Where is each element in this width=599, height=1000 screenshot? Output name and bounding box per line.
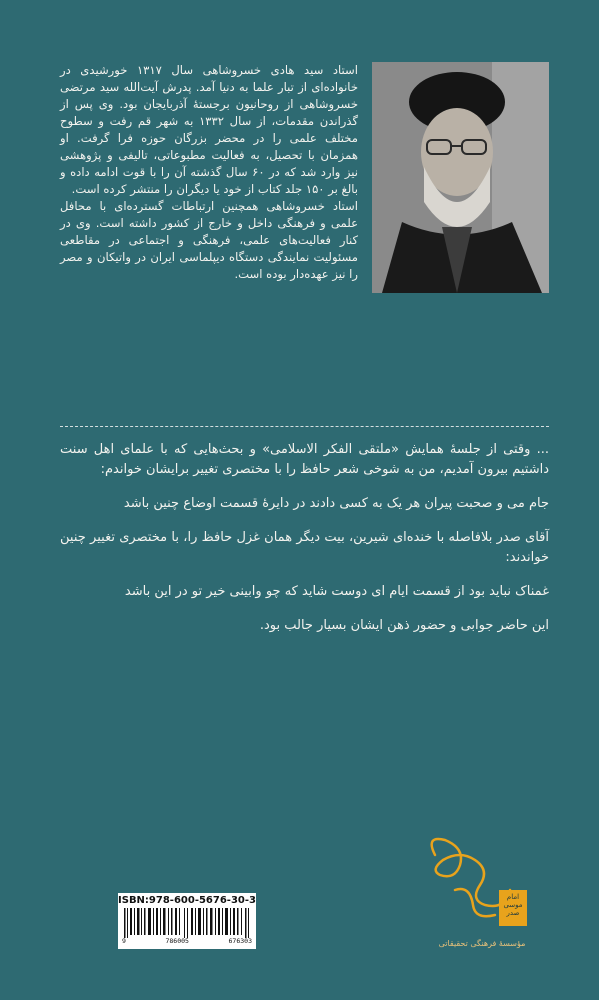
author-biography <box>60 62 358 283</box>
barcode-bars <box>124 908 250 938</box>
poem-verse: جام می و صحبت پیران هر یک به کسی دادند در دایرهٔ قسمت اوضاع چنین باشد <box>123 496 549 511</box>
publisher-mark: امام موسی صدر <box>499 890 527 926</box>
publisher-caption: مؤسسهٔ فرهنگی تحقیقاتی <box>438 939 526 948</box>
barcode-digit-group: 676303 <box>228 937 252 945</box>
anecdote-paragraph: این حاضر جوابی و حضور ذهن ایشان بسیار جالب بود. <box>259 618 549 633</box>
isbn-label: ISBN:978-600-5676-30-3 <box>118 895 256 906</box>
author-photo <box>372 62 549 293</box>
anecdote-paragraph: آقای صدر بلافاصله با خنده‌ای شیرین، بیت دیگر همان غزل حافظ را، با مختصری تغییر چنین خواندند: <box>60 530 549 565</box>
publisher-logo <box>415 830 533 950</box>
section-divider <box>60 426 549 427</box>
barcode-digit-group: 9 <box>122 937 126 945</box>
anecdote-paragraph: ... وقتی از جلسهٔ همایش «ملتقی الفکر الاسلامی» و بحث‌هایی که با علمای اهل سنت داشتیم بیرون آمدیم، من به شوخی شعر حافظ را با مختصری تغییر برایشان خواندم: <box>60 442 549 477</box>
poem-verse: غمناک نباید بود از قسمت ایام ای دوست شاید که چو وابینی خیر تو در این باشد <box>124 584 549 599</box>
barcode-digit-group: 786005 <box>165 937 189 945</box>
isbn-barcode <box>118 893 256 949</box>
anecdote-section <box>60 440 549 650</box>
bio-paragraph: استاد سید هادی خسروشاهی سال ۱۳۱۷ خورشیدی در خانواده‌ای از تبار علما به دنیا آمد. پدرش آیت‌الله سید مرتضی خسروشاهی از روحانیون برجستهٔ آذربایجان بود. وی پس از گذراندن مقدمات، از سال ۱۳۳۲ به شهر قم رفت و سطوح مختلف علمی را در محضر بزرگان حوزه فرا گرفت. او همزمان با تحصیل، به فعالیت مطبوعاتی، تالیفی و پژوهشی نیز وارد شد که در ۶۰ سال گذشته آن را با قوت ادامه داده و بالغ بر ۱۵۰ جلد کتاب از خود یا دیگران را منتشر کرده است. <box>60 63 359 196</box>
bio-paragraph: استاد خسروشاهی همچنین ارتباطات گسترده‌ای با محافل علمی و فرهنگی داخل و خارج از کشور داشته است. وی در کنار فعالیت‌های علمی، فرهنگی و اجتماعی در مقاطعی مسئولیت نمایندگی دستگاه دیپلماسی ایران در واتیکان و مصر را نیز عهده‌دار بوده است. <box>60 199 358 281</box>
barcode-digits <box>118 937 256 945</box>
